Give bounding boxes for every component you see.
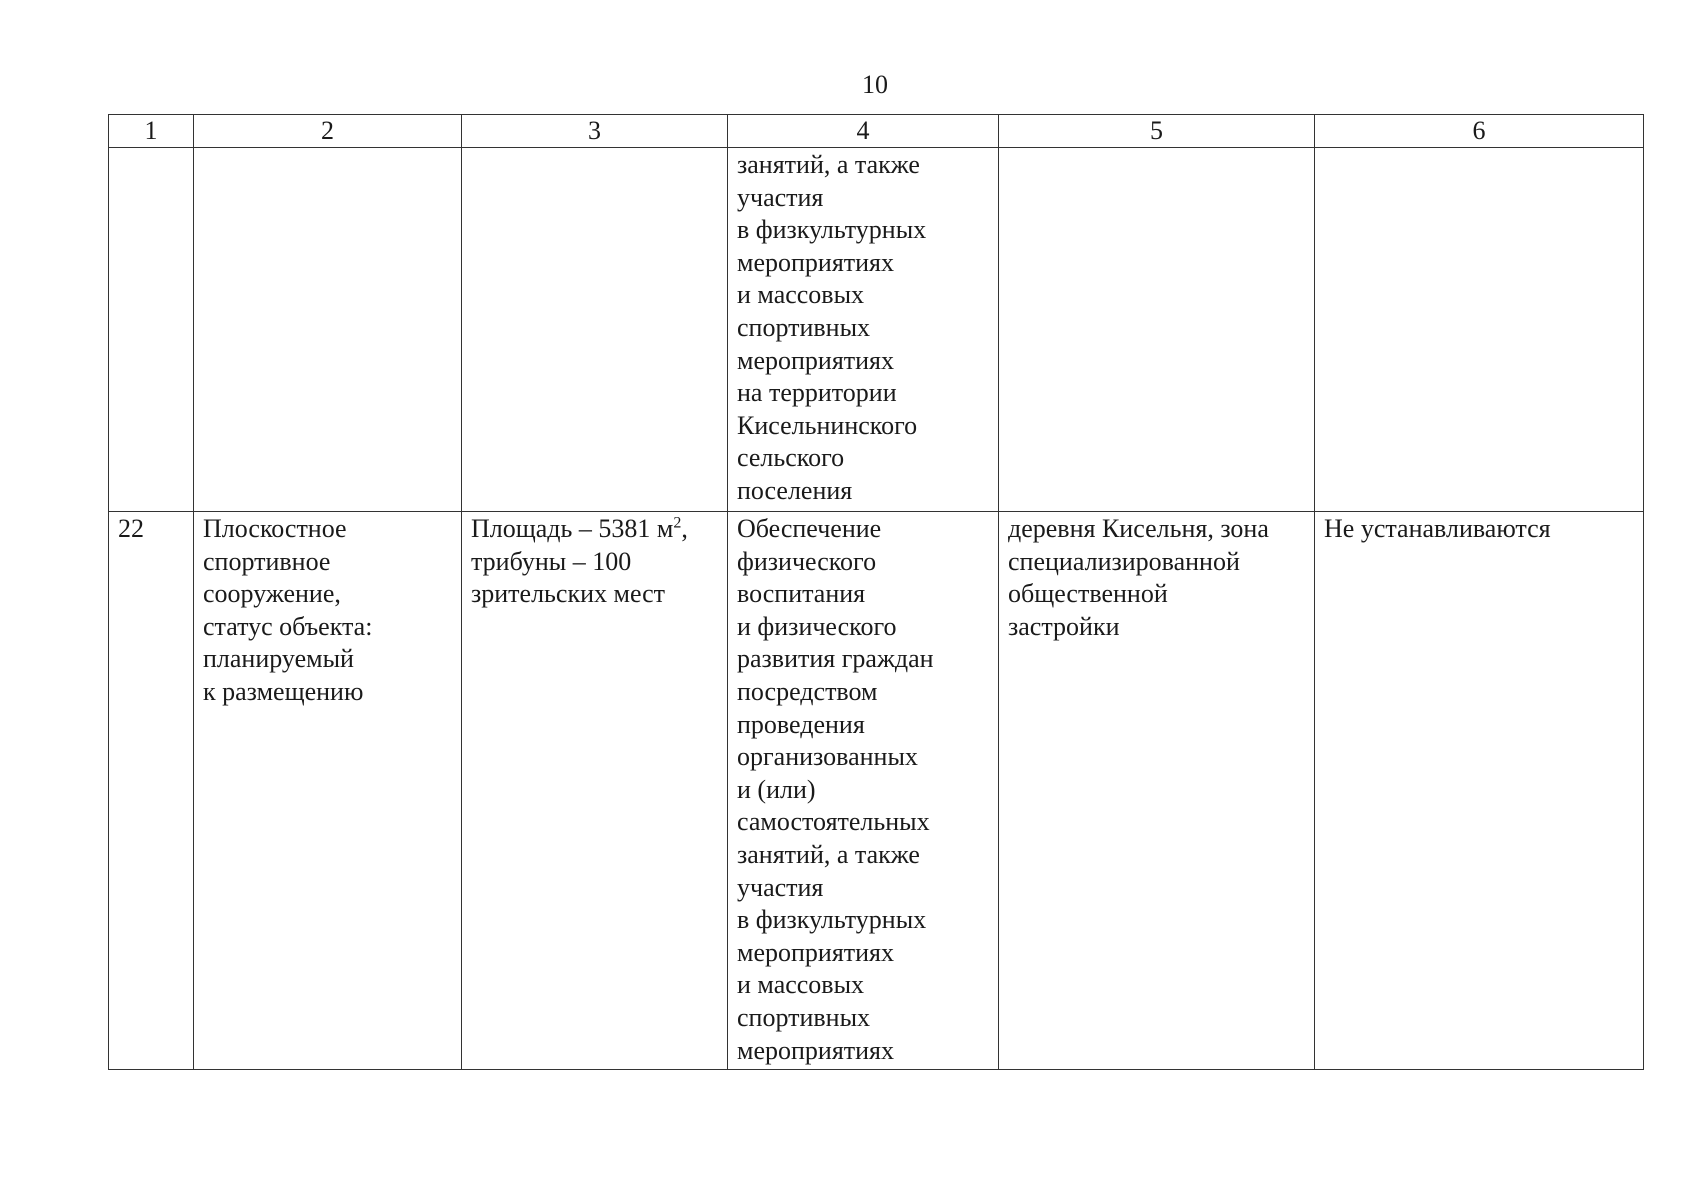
document-table <box>108 114 1644 1070</box>
row-number: 22 <box>118 514 144 543</box>
table-cell-number <box>109 512 194 1070</box>
table-cell <box>109 148 194 512</box>
column-header-3: 3 <box>462 115 728 148</box>
object-name: Плоскостное спортивное сооружение, статус объекта: планируемый к размещению <box>203 514 373 706</box>
table-cell <box>1315 148 1644 512</box>
location-text: деревня Кисельня, зона специализированной общественной застройки <box>1008 514 1269 641</box>
column-header-1: 1 <box>109 115 194 148</box>
column-header-2: 2 <box>194 115 462 148</box>
table-cell <box>194 148 462 512</box>
table-cell-object <box>194 512 462 1070</box>
table-cell-zones <box>1315 512 1644 1070</box>
table-row <box>109 148 1644 512</box>
table-cell-location <box>999 512 1315 1070</box>
table-header-row <box>109 115 1644 148</box>
column-header-5: 5 <box>999 115 1315 148</box>
page-number: 10 <box>862 70 888 99</box>
table-cell-purpose <box>728 512 999 1070</box>
table-cell-purpose <box>728 148 999 512</box>
table-cell <box>999 148 1315 512</box>
table-cell <box>462 148 728 512</box>
object-characteristics: Площадь – 5381 $м^2$, трибуны – 100 зрительских мест <box>471 514 688 609</box>
column-header-4: 4 <box>728 115 999 148</box>
zones-text: Не устанавливаются <box>1324 514 1551 543</box>
purpose-text: занятий, а также участия в физкультурных мероприятиях и массовых спортивных мероприятиях на территории Кисельнинского сельского поселения <box>737 150 927 505</box>
table-cell-characteristics <box>462 512 728 1070</box>
purpose-text: Обеспечение физического воспитания и физического развития граждан посредством проведения организованных и (или) самостоятельных занятий, а также участия в физкультурных мероприятиях и массовых спортивных мероприятиях <box>737 514 934 1065</box>
column-header-6: 6 <box>1315 115 1644 148</box>
table-row <box>109 512 1644 1070</box>
superscript: 2 <box>673 514 682 532</box>
